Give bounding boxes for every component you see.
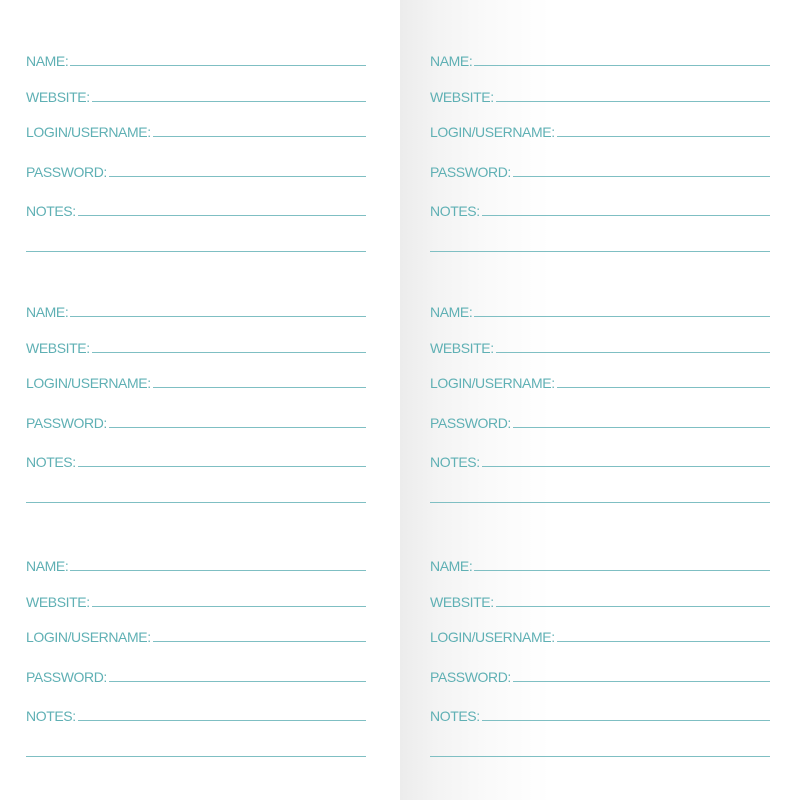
- password-entry: [26, 551, 366, 771]
- login-label: LOGIN/USERNAME:: [430, 629, 555, 645]
- password-line[interactable]: [109, 681, 366, 682]
- login-line[interactable]: [153, 387, 366, 388]
- name-line[interactable]: [474, 316, 770, 317]
- name-label: NAME:: [26, 53, 69, 69]
- password-field[interactable]: [430, 666, 770, 686]
- notes-label: NOTES:: [430, 203, 480, 219]
- notes-field[interactable]: [430, 451, 770, 471]
- password-entry: [430, 551, 770, 771]
- notes-line[interactable]: [78, 466, 366, 467]
- notes-line[interactable]: [78, 720, 366, 721]
- notes-field[interactable]: [430, 705, 770, 725]
- name-line[interactable]: [474, 65, 770, 66]
- website-field[interactable]: [430, 86, 770, 106]
- password-field[interactable]: [26, 412, 366, 432]
- password-label: PASSWORD:: [26, 669, 107, 685]
- website-line[interactable]: [92, 101, 366, 102]
- name-label: NAME:: [26, 304, 69, 320]
- password-label: PASSWORD:: [26, 164, 107, 180]
- notes-extra-line[interactable]: [430, 502, 770, 503]
- website-label: WEBSITE:: [430, 89, 494, 105]
- password-entry: [430, 46, 770, 266]
- login-field[interactable]: [430, 372, 770, 392]
- website-line[interactable]: [92, 606, 366, 607]
- password-field[interactable]: [430, 412, 770, 432]
- login-line[interactable]: [153, 136, 366, 137]
- login-line[interactable]: [153, 641, 366, 642]
- password-field[interactable]: [26, 161, 366, 181]
- login-label: LOGIN/USERNAME:: [430, 124, 555, 140]
- notes-field[interactable]: [26, 200, 366, 220]
- right-page: [400, 0, 800, 800]
- login-label: LOGIN/USERNAME:: [26, 375, 151, 391]
- password-field[interactable]: [26, 666, 366, 686]
- name-field[interactable]: [430, 555, 770, 575]
- login-field[interactable]: [430, 121, 770, 141]
- notes-extra-line[interactable]: [26, 756, 366, 757]
- password-entry: [430, 297, 770, 517]
- login-field[interactable]: [26, 372, 366, 392]
- name-line[interactable]: [70, 570, 366, 571]
- login-field[interactable]: [26, 626, 366, 646]
- notes-line[interactable]: [482, 720, 770, 721]
- name-label: NAME:: [26, 558, 69, 574]
- notes-field[interactable]: [430, 200, 770, 220]
- login-label: LOGIN/USERNAME:: [430, 375, 555, 391]
- password-field[interactable]: [430, 161, 770, 181]
- name-field[interactable]: [430, 301, 770, 321]
- password-label: PASSWORD:: [430, 164, 511, 180]
- password-line[interactable]: [513, 176, 770, 177]
- login-field[interactable]: [430, 626, 770, 646]
- name-field[interactable]: [26, 50, 366, 70]
- name-line[interactable]: [474, 570, 770, 571]
- password-label: PASSWORD:: [430, 669, 511, 685]
- name-label: NAME:: [430, 304, 473, 320]
- login-label: LOGIN/USERNAME:: [26, 629, 151, 645]
- login-line[interactable]: [557, 136, 770, 137]
- website-line[interactable]: [496, 606, 770, 607]
- website-label: WEBSITE:: [26, 340, 90, 356]
- name-field[interactable]: [26, 555, 366, 575]
- website-field[interactable]: [26, 86, 366, 106]
- website-field[interactable]: [430, 337, 770, 357]
- name-label: NAME:: [430, 53, 473, 69]
- website-label: WEBSITE:: [430, 594, 494, 610]
- password-line[interactable]: [109, 176, 366, 177]
- password-label: PASSWORD:: [26, 415, 107, 431]
- notes-field[interactable]: [26, 705, 366, 725]
- notes-line[interactable]: [78, 215, 366, 216]
- name-line[interactable]: [70, 65, 366, 66]
- notes-extra-line[interactable]: [26, 502, 366, 503]
- notes-line[interactable]: [482, 215, 770, 216]
- password-label: PASSWORD:: [430, 415, 511, 431]
- website-line[interactable]: [496, 352, 770, 353]
- notes-extra-line[interactable]: [430, 251, 770, 252]
- notes-label: NOTES:: [430, 454, 480, 470]
- website-field[interactable]: [26, 337, 366, 357]
- website-field[interactable]: [26, 591, 366, 611]
- login-line[interactable]: [557, 641, 770, 642]
- website-label: WEBSITE:: [26, 594, 90, 610]
- website-line[interactable]: [92, 352, 366, 353]
- notes-label: NOTES:: [430, 708, 480, 724]
- name-field[interactable]: [430, 50, 770, 70]
- login-field[interactable]: [26, 121, 366, 141]
- notes-label: NOTES:: [26, 454, 76, 470]
- name-line[interactable]: [70, 316, 366, 317]
- login-line[interactable]: [557, 387, 770, 388]
- password-entry: [26, 297, 366, 517]
- name-field[interactable]: [26, 301, 366, 321]
- password-line[interactable]: [513, 427, 770, 428]
- notes-label: NOTES:: [26, 203, 76, 219]
- password-line[interactable]: [513, 681, 770, 682]
- website-field[interactable]: [430, 591, 770, 611]
- notes-label: NOTES:: [26, 708, 76, 724]
- name-label: NAME:: [430, 558, 473, 574]
- website-label: WEBSITE:: [430, 340, 494, 356]
- website-label: WEBSITE:: [26, 89, 90, 105]
- login-label: LOGIN/USERNAME:: [26, 124, 151, 140]
- website-line[interactable]: [496, 101, 770, 102]
- notes-line[interactable]: [482, 466, 770, 467]
- notes-extra-line[interactable]: [26, 251, 366, 252]
- password-entry: [26, 46, 366, 266]
- notes-field[interactable]: [26, 451, 366, 471]
- notes-extra-line[interactable]: [430, 756, 770, 757]
- password-line[interactable]: [109, 427, 366, 428]
